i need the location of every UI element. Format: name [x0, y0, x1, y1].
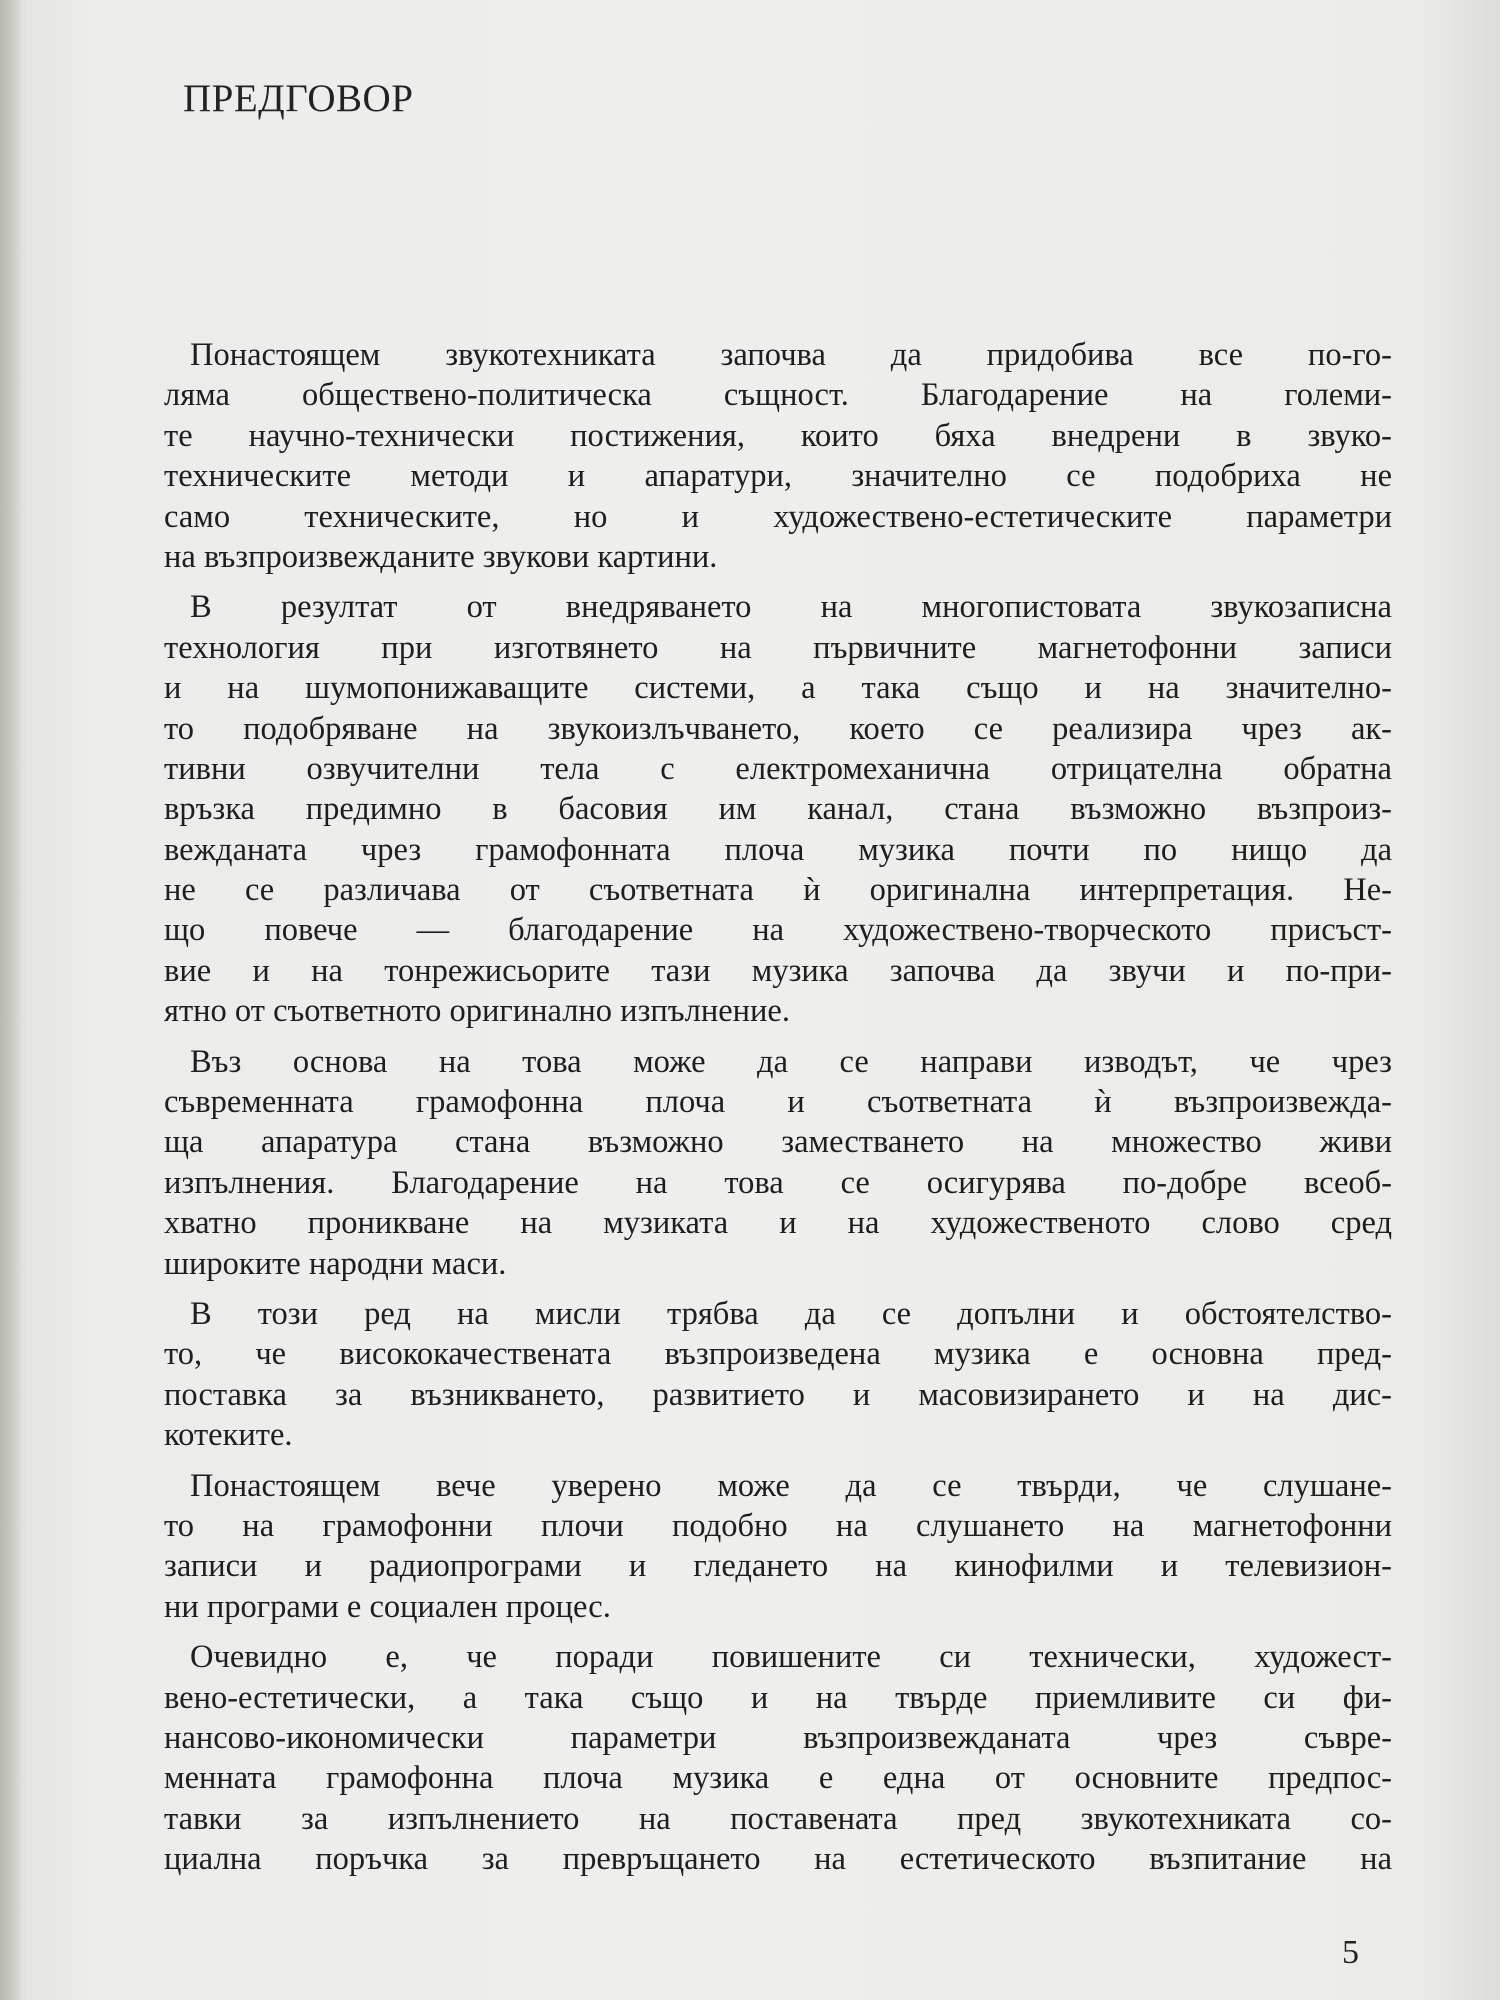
paragraph [164, 1294, 1392, 1456]
text-line: на възпроизвежданите звукови картини. [164, 538, 718, 575]
paragraph [164, 1637, 1392, 1879]
text-line: връзка предимно в басовия им канал, стана възможно възпроиз- [164, 791, 1392, 828]
text-line: вежданата чрез грамофонната плоча музика почти по нищо да [164, 831, 1392, 868]
text-line: поставка за възникването, развитието и масовизирането и на дис- [164, 1376, 1392, 1413]
text-line: ни програми е социален процес. [164, 1588, 611, 1625]
chapter-heading: ПРЕДГОВОР [183, 77, 414, 120]
text-line: те научно-технически постижения, които бяха внедрени в звуко- [164, 417, 1392, 454]
body-text [164, 335, 1392, 1889]
text-line: ляма обществено-политическа същност. Благодарение на големи- [164, 377, 1392, 414]
text-line: котеките. [164, 1417, 293, 1454]
text-line: що повече — благодарение на художествено-творческото присъст- [164, 912, 1392, 949]
text-line: широките народни маси. [164, 1245, 507, 1282]
text-line: ща апаратура стана възможно заместването на множество живи [164, 1124, 1392, 1161]
text-line: ятно от съответното оригинално изпълнение. [164, 993, 790, 1030]
text-line: то, че висококачествената възпроизведена музика е основна пред- [164, 1336, 1392, 1373]
text-line: то на грамофонни плочи подобно на слушането на магнетофонни [164, 1507, 1392, 1544]
text-line: изпълнения. Благодарение на това се осигурява по-добре всеоб- [164, 1164, 1392, 1201]
paragraph [164, 1042, 1392, 1284]
page-number: 5 [1342, 1934, 1359, 1971]
text-line: В този ред на мисли трябва да се допълни и обстоятелство- [190, 1295, 1392, 1332]
binding-gutter-shadow [0, 0, 22, 2000]
text-line: хватно проникване на музиката и на художественото слово сред [164, 1205, 1392, 1242]
text-line: само техническите, но и художествено-естетическите параметри [164, 498, 1392, 535]
text-line: записи и радиопрограми и гледането на кинофилми и телевизион- [164, 1548, 1392, 1585]
text-line: Очевидно е, че поради повишените си технически, художест- [190, 1639, 1392, 1676]
text-line: Понастоящем звукотехниката започва да придобива все по-го- [190, 337, 1392, 373]
text-line: В резултат от внедряването на многопистовата звукозаписна [190, 589, 1392, 626]
text-line: вено-естетически, а така също и на твърде приемливите си фи- [164, 1679, 1392, 1716]
text-line: технология при изготвянето на първичните магнетофонни записи [164, 629, 1392, 666]
text-line: не се различава от съответната ѝ оригинална интерпретация. Не- [164, 872, 1392, 909]
text-line: менната грамофонна плоча музика е една от основните предпос- [164, 1760, 1392, 1797]
text-line: циална поръчка за превръщането на естетическото възпитание на [164, 1841, 1392, 1878]
text-line: нансово-икономически параметри възпроизвежданата чрез съвре- [164, 1719, 1392, 1756]
text-line: техническите методи и апаратури, значително се подобриха не [164, 458, 1392, 495]
text-line: вие и на тонрежисьорите тази музика започва да звучи и по-при- [164, 952, 1392, 989]
text-line: тивни озвучителни тела с електромеханична отрицателна обратна [164, 750, 1392, 787]
paragraph [164, 335, 1392, 577]
text-line: тавки за изпълнението на поставената пред звукотехниката со- [164, 1800, 1392, 1837]
text-line: Понастоящем вече уверено може да се твърди, че слушане- [190, 1467, 1392, 1504]
paragraph [164, 587, 1392, 1031]
text-line: и на шумопонижаващите системи, а така също и на значително- [164, 670, 1392, 707]
text-line: съвременната грамофонна плоча и съответната ѝ възпроизвежда- [164, 1084, 1392, 1121]
text-line: то подобряване на звукоизлъчването, което се реализира чрез ак- [164, 710, 1392, 747]
text-line: Въз основа на това може да се направи изводът, че чрез [190, 1043, 1392, 1080]
paragraph [164, 1466, 1392, 1628]
